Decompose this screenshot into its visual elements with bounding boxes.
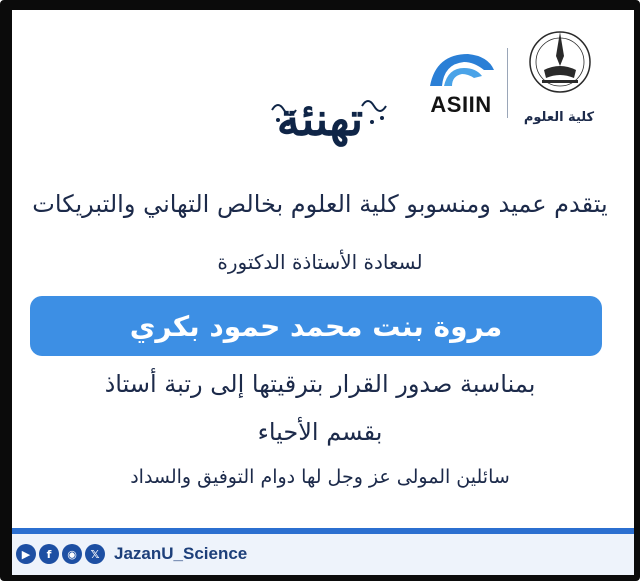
faculty-name: كلية العلوم xyxy=(523,110,595,125)
social-handle[interactable]: JazanU_Science xyxy=(114,544,248,563)
prayer-line: سائلين المولى عز وجل لها دوام التوفيق والسداد xyxy=(130,466,510,488)
x-icon[interactable]: 𝕏 xyxy=(85,544,105,564)
footer-bar xyxy=(12,534,634,575)
greeting-title: تهنئة xyxy=(276,92,364,146)
dedication-line: يتقدم عميد ومنسوبو كلية العلوم بخالص التهاني والتبريكات xyxy=(32,190,608,218)
facebook-icon[interactable]: f xyxy=(39,544,59,564)
snapchat-icon[interactable]: ◉ xyxy=(62,544,82,564)
department-line: بقسم الأحياء xyxy=(257,418,383,446)
occasion-line: بمناسبة صدور القرار بترقيتها إلى رتبة أستاذ xyxy=(104,370,536,398)
salutation-line: لسعادة الأستاذة الدكتورة xyxy=(217,250,423,274)
jazan-university-seal-icon xyxy=(524,26,596,102)
honoree-name: مروة بنت محمد حمود بكري xyxy=(129,309,503,343)
youtube-icon[interactable]: ▶ xyxy=(16,544,36,564)
social-links xyxy=(16,542,247,566)
asiin-arc-icon xyxy=(424,48,498,88)
asiin-logo-text: ASIIN xyxy=(430,92,492,117)
honoree-name-banner xyxy=(30,296,602,356)
right-flourish-icon xyxy=(342,90,402,144)
